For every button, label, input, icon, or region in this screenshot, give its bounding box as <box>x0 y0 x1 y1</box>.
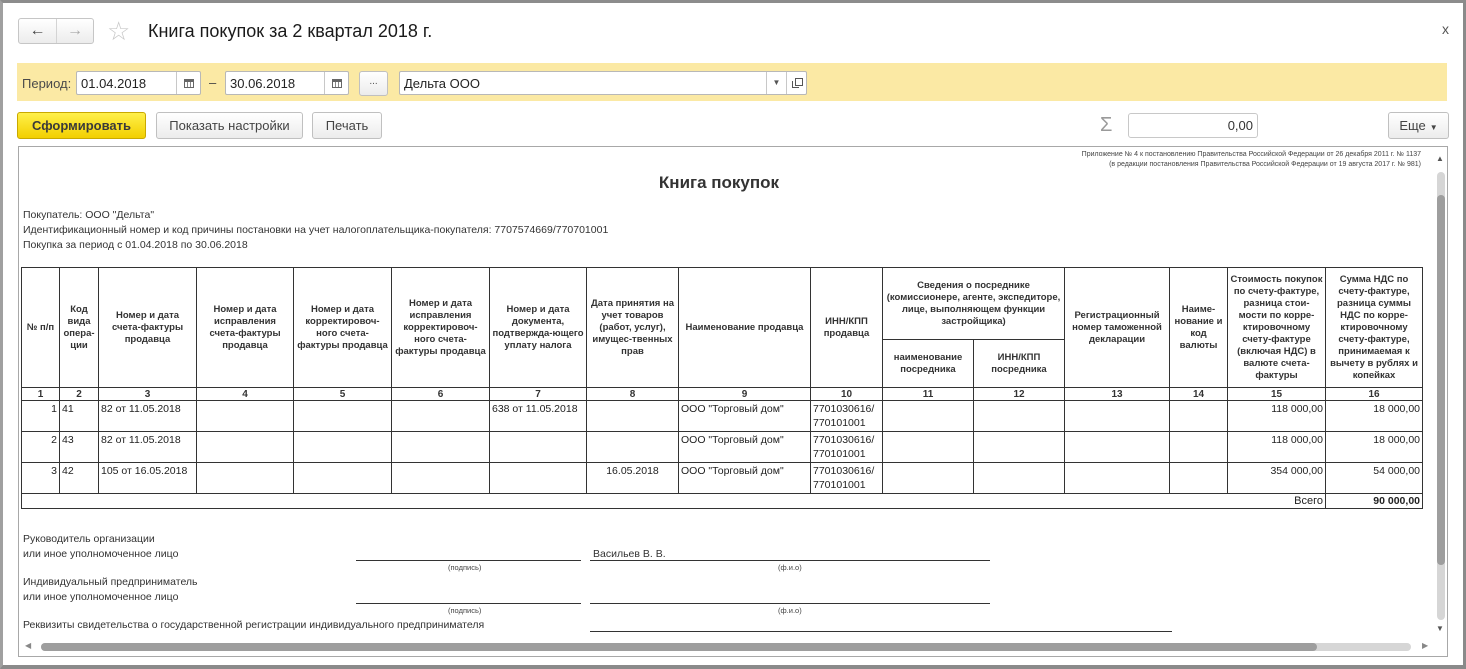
intermediary-inn <box>974 463 1065 494</box>
header-cell: Номер и дата исправления корректировоч-ного счета-фактуры продавца <box>392 268 490 388</box>
print-button[interactable]: Печать <box>312 112 382 139</box>
column-number: 3 <box>99 388 197 401</box>
inn-line: Идентификационный номер и код причины постановки на учет налогоплательщика-покупателя: 7707574669/770701001 <box>23 224 609 236</box>
header-cell: Стоимость покупок по счету-фактуре, разница стои-мости по корре-ктировочному счету-фактуре (включая НДС) в валюте счета-фактуры <box>1228 268 1326 388</box>
open-organization-button[interactable] <box>786 72 806 94</box>
intermediary-name <box>883 401 974 432</box>
column-number: 10 <box>811 388 883 401</box>
header-cell: Номер и дата корректировоч-ного счета-фактуры продавца <box>294 268 392 388</box>
header-cell: № п/п <box>22 268 60 388</box>
correction-invoice-fix <box>392 401 490 432</box>
header-cell: ИНН/КПП продавца <box>811 268 883 388</box>
payment-document <box>490 463 587 494</box>
close-icon[interactable]: x <box>1442 21 1449 37</box>
currency <box>1170 432 1228 463</box>
table-body <box>22 401 1423 494</box>
correction-invoice <box>294 463 392 494</box>
header-cell: ИНН/КПП посредника <box>974 340 1065 388</box>
acceptance-date: 16.05.2018 <box>587 463 679 494</box>
currency <box>1170 401 1228 432</box>
buyer-line: Покупатель: ООО "Дельта" <box>23 209 155 221</box>
ip-label-1: Индивидуальный предприниматель <box>23 576 198 588</box>
header-cell: Номер и дата документа, подтвержда-ющего уплату налога <box>490 268 587 388</box>
ip-fio-line <box>590 603 990 604</box>
appendix-line-1: Приложение № 4 к постановлению Правительства Российской Федерации от 26 декабря 2011 г. № 1137 <box>1081 151 1421 158</box>
total-vat: 90 000,00 <box>1326 494 1423 509</box>
purchase-cost: 354 000,00 <box>1228 463 1326 494</box>
invoice-correction <box>197 432 294 463</box>
purchase-book-document <box>19 147 1429 637</box>
seller-inn-kpp <box>811 463 883 494</box>
period-select-button[interactable]: ... <box>359 71 388 96</box>
intermediary-inn <box>974 432 1065 463</box>
payment-document: 638 от 11.05.2018 <box>490 401 587 432</box>
acceptance-date <box>587 401 679 432</box>
fio-caption: (ф.и.о) <box>778 606 802 615</box>
forward-button[interactable] <box>56 19 93 43</box>
seller-inn-kpp <box>811 432 883 463</box>
column-number: 4 <box>197 388 294 401</box>
column-number: 16 <box>1326 388 1423 401</box>
intermediary-name <box>883 432 974 463</box>
total-label: Всего <box>1228 494 1326 509</box>
purchase-cost: 118 000,00 <box>1228 432 1326 463</box>
seller-inn: 7701030616/ <box>813 434 875 446</box>
column-number: 6 <box>392 388 490 401</box>
header-cell: Номер и дата счета-фактуры продавца <box>99 268 197 388</box>
customs-declaration <box>1065 463 1170 494</box>
scroll-right-icon[interactable]: ▶ <box>1422 641 1429 650</box>
ip-certificate-line <box>590 631 1172 632</box>
header-cell: Регистрационный номер таможенной декларации <box>1065 268 1170 388</box>
column-number: 2 <box>60 388 99 401</box>
organization-field[interactable] <box>399 71 807 95</box>
seller-inn: 7701030616/ <box>813 465 875 477</box>
horizontal-scrollbar[interactable] <box>19 639 1431 655</box>
sum-field[interactable]: 0,00 <box>1128 113 1258 138</box>
seller-name: ООО "Торговый дом" <box>679 432 811 463</box>
head-label-1: Руководитель организации <box>23 533 155 545</box>
period-dash: – <box>209 75 217 90</box>
invoice-number-date: 82 от 11.05.2018 <box>99 401 197 432</box>
row-number: 2 <box>22 432 60 463</box>
intermediary-inn <box>974 401 1065 432</box>
appendix-note <box>1082 150 1421 170</box>
column-number: 14 <box>1170 388 1228 401</box>
seller-inn-kpp <box>811 401 883 432</box>
calendar-to-button[interactable] <box>324 72 348 94</box>
correction-invoice-fix <box>392 432 490 463</box>
seller-kpp: 770101001 <box>813 417 866 429</box>
head-label-2: или иное уполномоченное лицо <box>23 548 179 560</box>
header-cell: Номер и дата исправления счета-фактуры продавца <box>197 268 294 388</box>
intermediary-name <box>883 463 974 494</box>
period-bar <box>17 63 1447 101</box>
open-window-icon <box>792 78 802 88</box>
arrow-right-icon: → <box>67 22 83 39</box>
sigma-icon: Σ <box>1100 114 1113 136</box>
correction-invoice <box>294 432 392 463</box>
head-name: Васильев В. В. <box>593 548 666 560</box>
more-label: Еще <box>1399 118 1426 133</box>
date-to-value: 30.06.2018 <box>230 76 296 91</box>
navigation-buttons <box>18 18 94 44</box>
column-number: 11 <box>883 388 974 401</box>
generate-button[interactable]: Сформировать <box>17 112 146 139</box>
invoice-correction <box>197 463 294 494</box>
date-from-field[interactable] <box>76 71 201 95</box>
signature-caption: (подпись) <box>448 606 482 615</box>
header-cell: Наименование продавца <box>679 268 811 388</box>
vertical-scroll-thumb[interactable] <box>1437 195 1445 565</box>
acceptance-date <box>587 432 679 463</box>
correction-invoice <box>294 401 392 432</box>
horizontal-scroll-thumb[interactable] <box>41 643 1317 651</box>
organization-value: Дельта ООО <box>404 76 480 91</box>
ip-signature-line <box>356 603 581 604</box>
scroll-down-icon[interactable]: ▼ <box>1436 624 1444 633</box>
column-number: 13 <box>1065 388 1170 401</box>
chevron-down-icon: ▼ <box>1429 123 1438 132</box>
seller-name: ООО "Торговый дом" <box>679 463 811 494</box>
column-number: 9 <box>679 388 811 401</box>
table-row <box>22 401 1423 432</box>
column-number: 8 <box>587 388 679 401</box>
invoice-correction <box>197 401 294 432</box>
fio-caption: (ф.и.о) <box>778 563 802 572</box>
payment-document <box>490 432 587 463</box>
header-cell: Наиме-нование и код валюты <box>1170 268 1228 388</box>
header-cell: Код вида опера-ции <box>60 268 99 388</box>
signature-caption: (подпись) <box>448 563 482 572</box>
scroll-left-icon[interactable]: ◀ <box>25 641 32 650</box>
operation-code: 43 <box>60 432 99 463</box>
document-title: Книга покупок <box>658 173 780 192</box>
customs-declaration <box>1065 401 1170 432</box>
operation-code: 42 <box>60 463 99 494</box>
back-button[interactable] <box>19 19 56 43</box>
row-number: 1 <box>22 401 60 432</box>
header-row <box>22 268 1423 340</box>
correction-invoice-fix <box>392 463 490 494</box>
column-number-row <box>22 388 1423 401</box>
column-number: 7 <box>490 388 587 401</box>
seller-kpp: 770101001 <box>813 448 866 460</box>
window-title: Книга покупок за 2 квартал 2018 г. <box>148 21 433 41</box>
scroll-up-icon[interactable]: ▲ <box>1436 154 1444 163</box>
total-spacer <box>22 494 1228 509</box>
report-area <box>18 146 1448 657</box>
star-icon[interactable]: ☆ <box>107 16 131 46</box>
seller-name: ООО "Торговый дом" <box>679 401 811 432</box>
header-cell-intermediary: Сведения о посреднике (комиссионере, агенте, экспедиторе, лице, выполняющем функции застройщика) <box>883 268 1065 340</box>
currency <box>1170 463 1228 494</box>
customs-declaration <box>1065 432 1170 463</box>
row-number: 3 <box>22 463 60 494</box>
table-row <box>22 432 1423 463</box>
header-cell: наименование посредника <box>883 340 974 388</box>
header-cell: Сумма НДС по счету-фактуре, разница суммы НДС по корре-ктировочному счету-фактуре, принимаемая к вычету в рублях и копейках <box>1326 268 1423 388</box>
period-label: Период: <box>22 76 72 91</box>
column-number: 1 <box>22 388 60 401</box>
invoice-number-date: 105 от 16.05.2018 <box>99 463 197 494</box>
invoice-number-date: 82 от 11.05.2018 <box>99 432 197 463</box>
column-number: 12 <box>974 388 1065 401</box>
vat-amount: 54 000,00 <box>1326 463 1423 494</box>
vertical-scrollbar[interactable] <box>1433 150 1447 636</box>
total-row <box>22 494 1423 509</box>
purchase-cost: 118 000,00 <box>1228 401 1326 432</box>
table-row <box>22 463 1423 494</box>
ip-label-2: или иное уполномоченное лицо <box>23 591 179 603</box>
calendar-icon <box>332 79 342 88</box>
show-settings-button[interactable]: Показать настройки <box>156 112 303 139</box>
head-fio-line <box>590 560 990 561</box>
chevron-down-icon[interactable]: ▼ <box>766 72 786 94</box>
ip-certificate-label: Реквизиты свидетельства о государственной регистрации индивидуального предпринимателя <box>23 619 485 631</box>
seller-kpp: 770101001 <box>813 479 866 491</box>
date-from-value: 01.04.2018 <box>81 76 147 91</box>
header-cell: Дата принятия на учет товаров (работ, услуг), имущес-твенных прав <box>587 268 679 388</box>
calendar-from-button[interactable] <box>176 72 200 94</box>
date-to-field[interactable] <box>225 71 349 95</box>
calendar-icon <box>184 79 194 88</box>
vat-amount: 18 000,00 <box>1326 432 1423 463</box>
operation-code: 41 <box>60 401 99 432</box>
seller-inn: 7701030616/ <box>813 403 875 415</box>
vat-amount: 18 000,00 <box>1326 401 1423 432</box>
period-line: Покупка за период с 01.04.2018 по 30.06.2018 <box>23 239 248 251</box>
more-button[interactable] <box>1388 112 1449 139</box>
column-number: 5 <box>294 388 392 401</box>
purchase-book-table <box>21 267 1423 509</box>
head-signature-line <box>356 560 581 561</box>
appendix-line-2: (в редакции постановления Правительства Российской Федерации от 19 августа 2017 г. № 981) <box>1109 161 1421 168</box>
arrow-left-icon: ← <box>29 22 46 39</box>
column-number: 15 <box>1228 388 1326 401</box>
